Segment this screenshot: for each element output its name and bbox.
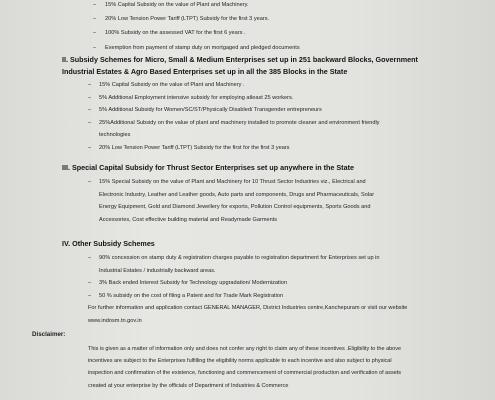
list-item: – 3% Back ended Interest Subsidy for Technology upgradation/ Modernization [88, 280, 288, 287]
list-item: – Exemption from payment of stamp duty on mortgaged and pledged documents [93, 44, 300, 51]
website-link-text[interactable]: www.indosm.tn.gov.in [88, 317, 142, 324]
disclaimer-body [88, 343, 483, 392]
disclaimer-line: incentives are subject to the Enterprises fulfilling the eligibility norms applicable to each incentive and also subject to physical [88, 358, 392, 365]
list-item-text: 15% Capital Subsidy on the value of Plant and Machinery . [99, 82, 245, 88]
website-link[interactable] [88, 315, 407, 328]
section3-body [88, 176, 374, 226]
list-item-text: Accessories, Cost effective building material and Readymade Garments [99, 216, 278, 223]
list-item-continuation [88, 214, 374, 227]
list-item: – 15% Capital Subsidy on the value of Plant and Machinery. [93, 2, 249, 8]
section2-heading [62, 54, 418, 77]
list-item-text: Industrial Estates / industrially backward areas. [99, 267, 216, 274]
list-item-text: 20% Low Tension Power Tariff (LTPT) Subsidy for the first 3 years. [105, 16, 270, 23]
list-item: – 15% Capital Subsidy on the value of Plant and Machinery . [88, 82, 245, 88]
list-item-text: Energy Equipment, Gold and Diamond Jewellery for exports, Pollution Control equipments, Sports Goods and [99, 204, 371, 211]
section1-bullet-list [93, 0, 478, 55]
list-item-text: 15% Capital Subsidy on the value of Plant and Machinery. [105, 2, 249, 8]
section2-heading-line1: II. Subsidy Schemes for Micro, Small & Medium Enterprises set up in 251 backward Blocks, Government [62, 55, 418, 64]
disclaimer-line: created at your enterprise by the officials of Department of Industries & Commerce [88, 382, 289, 389]
list-item: – 90% concession on stamp duty & registration charges payable to registration department for Enterprises set up in [88, 255, 380, 261]
list-item-text: 100% Subsidy on the assessed VAT for the first 6 years . [105, 30, 246, 37]
list-item: – 5% Additional Subsidy for Women/SC/ST/Physically Disabled/ Transgender entrepreneurs [88, 107, 322, 114]
disclaimer-line: inspection and confirmation of the existence, functioning and commencement of commercial production and verification of assets [88, 370, 402, 377]
list-item-text: Electronic Industry, Leather and Leather goods, Auto parts and components, Drugs and Pharmaceuticals, Solar [99, 191, 375, 198]
list-item: – 50 % subsidy on the cost of filing a Patent and for Trade Mark Registration [88, 292, 284, 299]
list-item: – 20% Low Tension Power Tariff (LTPT) Subsidy for the first for the first 3 years [88, 144, 290, 151]
list-item-continuation [88, 265, 407, 278]
list-item-text: 25%Additional Subsidy on the value of plant and machinery installed to promote cleaner and environment friendly [99, 119, 380, 126]
list-item-text: 15% Special Subsidy on the value of Plant and Machinery for 10 Thrust Sector Industries viz., Electrical and [99, 179, 366, 185]
section3-heading: III. Special Capital Subsidy for Thrust Sector Enterprises set up anywhere in the State [62, 163, 354, 172]
list-item: – 100% Subsidy on the assessed VAT for the first 6 years . [93, 30, 246, 37]
section2-heading-line2: Industrial Estates & Agro Based Enterprises set up in all the 385 Blocks in the State [62, 66, 348, 76]
list-item-continuation [88, 189, 374, 202]
list-item-text: technologies [99, 132, 131, 139]
list-item: – 15% Special Subsidy on the value of Plant and Machinery for 10 Thrust Sector Industries viz., Electrical and [88, 179, 366, 185]
list-item-text: 20% Low Tension Power Tariff (LTPT) Subsidy for the first for the first 3 years [99, 144, 290, 151]
disclaimer-label: Disclaimer: [32, 331, 66, 338]
list-item-continuation [88, 129, 379, 142]
list-item-text: 5% Additional Employment intensive subsidy for employing atleast 25 workers. [99, 94, 294, 101]
contact-info-text: For further information and application contact GENERAL MANAGER, District Industries centre,Kanchepuram or visit our website [88, 305, 408, 312]
list-item: – 20% Low Tension Power Tariff (LTPT) Subsidy for the first 3 years. [93, 16, 270, 23]
contact-info [88, 302, 407, 315]
section2-bullet-list [88, 79, 379, 155]
list-item-text: Exemption from payment of stamp duty on mortgaged and pledged documents [105, 44, 300, 51]
disclaimer-line: This is given as a matter of information only and does not confer any right to claim any of these incentives .Eligibility to the above [88, 346, 402, 352]
list-item-text: 3% Back ended Interest Subsidy for Technology upgradation/ Modernization [99, 280, 288, 287]
section4-heading: IV. Other Subsidy Schemes [62, 239, 155, 248]
list-item-text: 5% Additional Subsidy for Women/SC/ST/Physically Disabled/ Transgender entrepreneurs [99, 107, 322, 114]
list-item: – 25%Additional Subsidy on the value of plant and machinery installed to promote cleaner and environment friendly [88, 119, 380, 126]
list-item-text: 50 % subsidy on the cost of filing a Patent and for Trade Mark Registration [99, 292, 284, 299]
list-item-text: 90% concession on stamp duty & registration charges payable to registration department for Enterprises set up in [99, 255, 380, 261]
list-item: – 5% Additional Employment intensive subsidy for employing atleast 25 workers. [88, 94, 294, 101]
list-item-continuation [88, 201, 374, 214]
section4-body [88, 252, 407, 328]
